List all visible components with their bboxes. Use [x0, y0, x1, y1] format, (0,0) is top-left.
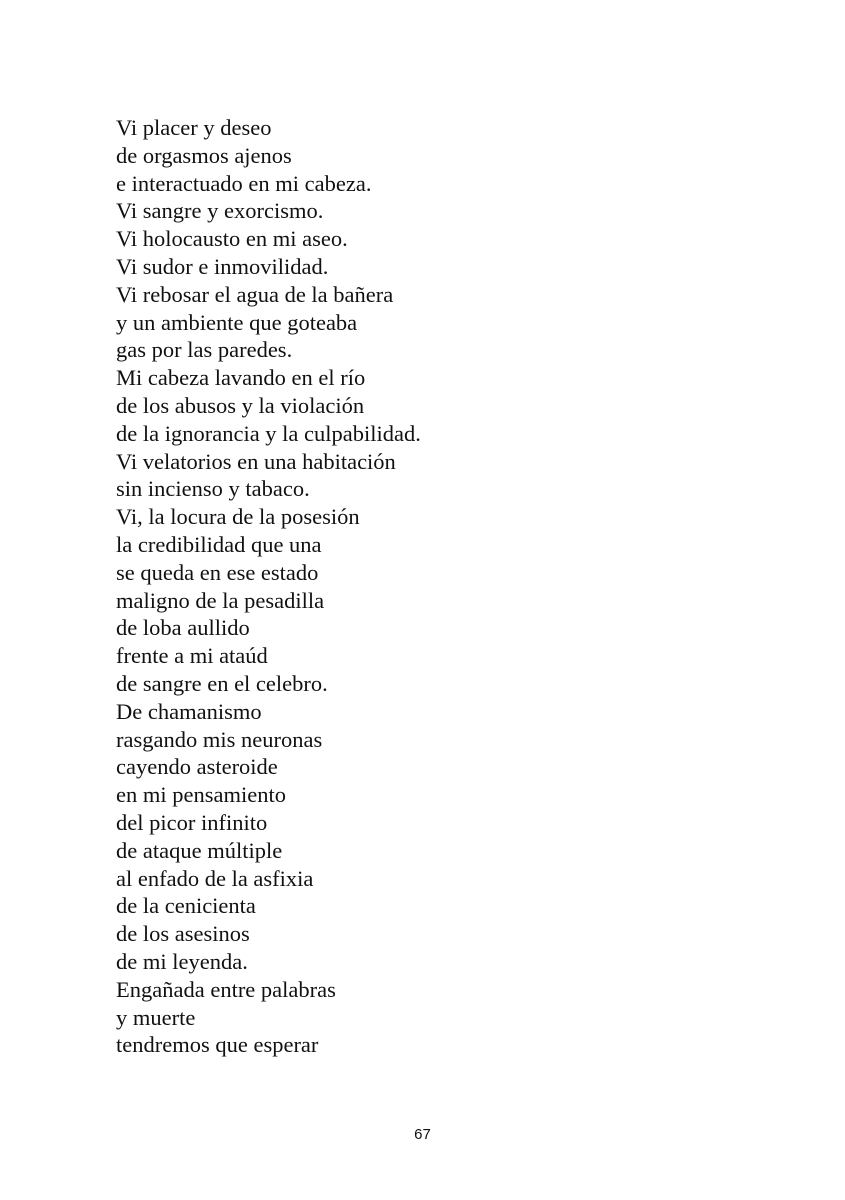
poem-line: de orgasmos ajenos [116, 142, 292, 168]
poem-line: Vi rebosar el agua de la bañera [116, 281, 394, 307]
poem-line: Vi velatorios en una habitación [116, 448, 396, 474]
poem-line: Vi sangre y exorcismo. [116, 198, 324, 224]
page-number: 67 [414, 1126, 431, 1143]
poem-line: y muerte [116, 1004, 196, 1030]
poem-line: de los abusos y la violación [116, 392, 365, 418]
poem-line: en mi pensamiento [116, 782, 286, 808]
poem-line: del picor infinito [116, 809, 268, 835]
poem-line: y un ambiente que goteaba [116, 309, 358, 335]
poem-line: gas por las paredes. [116, 337, 293, 363]
poem-line: Vi placer y deseo [116, 115, 272, 140]
poem-line: Mi cabeza lavando en el río [116, 365, 366, 391]
poem-line: de los asesinos [116, 921, 250, 947]
poem-line: Engañada entre palabras [116, 976, 336, 1002]
poem-line: se queda en ese estado [116, 559, 319, 585]
poem-line: de ataque múltiple [116, 837, 283, 863]
poem-line: de loba aullido [116, 615, 250, 641]
poem-line: maligno de la pesadilla [116, 587, 325, 613]
poem-line: de la ignorancia y la culpabilidad. [116, 420, 421, 446]
poem-line: rasgando mis neuronas [116, 726, 323, 752]
poem-line: frente a mi ataúd [116, 643, 268, 669]
poem-line: la credibilidad que una [116, 531, 322, 557]
poem-line: de sangre en el celebro. [116, 670, 328, 696]
poem-line: tendremos que esperar [116, 1032, 319, 1058]
poem-line: Vi sudor e inmovilidad. [116, 253, 329, 279]
poem-line: cayendo asteroide [116, 754, 278, 780]
poem-line: de la cenicienta [116, 893, 256, 919]
poem-line: al enfado de la asfixia [116, 865, 314, 891]
poem-line: Vi holocausto en mi aseo. [116, 226, 348, 252]
poem-line: de mi leyenda. [116, 948, 248, 974]
poem-line: e interactuado en mi cabeza. [116, 170, 372, 196]
poem-line: Vi, la locura de la posesión [116, 504, 360, 530]
poem-text [116, 114, 421, 1059]
poem-line: De chamanismo [116, 698, 262, 724]
poem-line: sin incienso y tabaco. [116, 476, 310, 502]
